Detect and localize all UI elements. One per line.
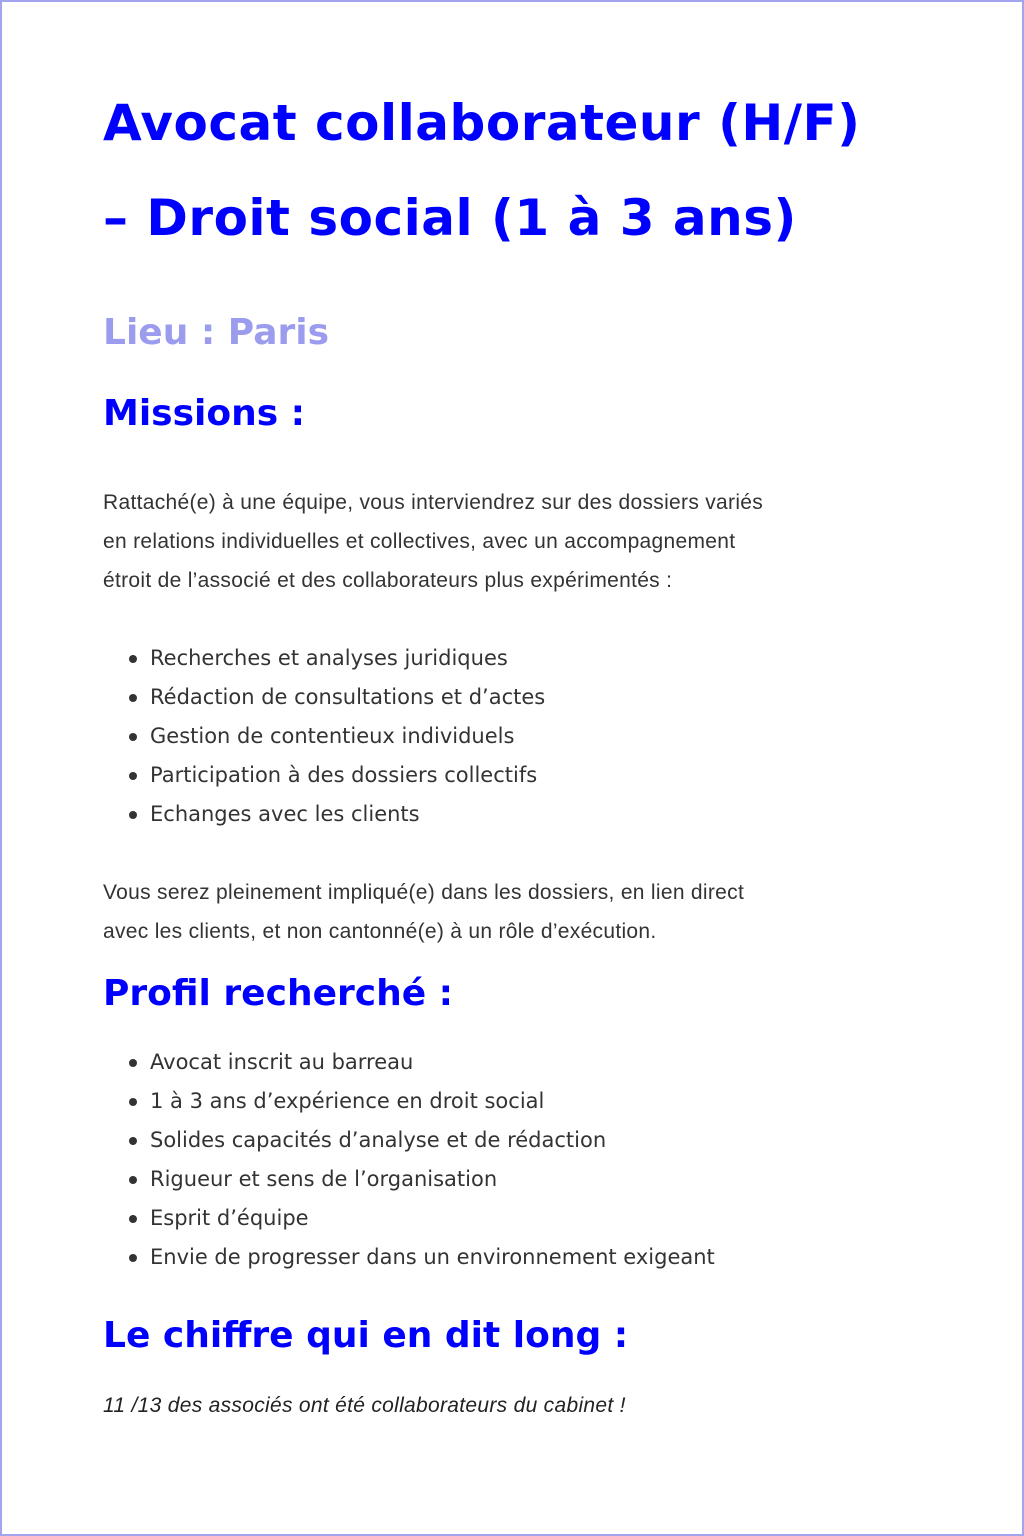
list-item <box>103 639 545 678</box>
profile-list <box>103 1043 715 1277</box>
profile-heading: Profil recherché : <box>103 973 454 1014</box>
list-item-label: Echanges avec les clients <box>150 802 420 826</box>
list-item-label: Recherches et analyses juridiques <box>150 646 508 670</box>
list-item-label: Participation à des dossiers collectifs <box>150 763 538 787</box>
missions-intro-line: étroit de l’associé et des collaborateurs plus expérimentés : <box>103 569 673 592</box>
missions-outro-line: Vous serez pleinement impliqué(e) dans les dossiers, en lien direct <box>103 881 745 904</box>
bullet-icon <box>129 733 137 741</box>
list-item <box>103 1043 715 1082</box>
list-item <box>103 1160 715 1199</box>
bullet-icon <box>129 1215 137 1223</box>
missions-intro <box>103 483 943 600</box>
list-item <box>103 1199 715 1238</box>
bullet-icon <box>129 655 137 663</box>
list-item-label: Envie de progresser dans un environnement exigeant <box>150 1245 715 1269</box>
missions-outro <box>103 873 943 951</box>
bullet-icon <box>129 772 137 780</box>
bullet-icon <box>129 1137 137 1145</box>
key-figure-text: 11 /13 des associés ont été collaborateurs du cabinet ! <box>103 1394 626 1417</box>
list-item <box>103 756 545 795</box>
job-title <box>103 76 861 266</box>
missions-outro-line: avec les clients, et non cantonné(e) à un rôle d’exécution. <box>103 920 657 943</box>
key-figure-heading: Le chiffre qui en dit long : <box>103 1315 629 1356</box>
job-title-line-2: – Droit social (1 à 3 ans) <box>103 189 797 247</box>
missions-intro-line: en relations individuelles et collectives, avec un accompagnement <box>103 530 736 553</box>
job-title-line-1: Avocat collaborateur (H/F) <box>103 94 861 152</box>
list-item-label: Esprit d’équipe <box>150 1206 309 1230</box>
list-item-label: Gestion de contentieux individuels <box>150 724 515 748</box>
missions-intro-line: Rattaché(e) à une équipe, vous interviendrez sur des dossiers variés <box>103 491 764 514</box>
bullet-icon <box>129 1059 137 1067</box>
bullet-icon <box>129 811 137 819</box>
list-item-label: Solides capacités d’analyse et de rédaction <box>150 1128 607 1152</box>
list-item-label: Avocat inscrit au barreau <box>150 1050 414 1074</box>
list-item-label: Rédaction de consultations et d’actes <box>150 685 546 709</box>
list-item-label: Rigueur et sens de l’organisation <box>150 1167 498 1191</box>
bullet-icon <box>129 1254 137 1262</box>
bullet-icon <box>129 1098 137 1106</box>
job-location: Lieu : Paris <box>103 312 330 353</box>
bullet-icon <box>129 1176 137 1184</box>
list-item <box>103 717 545 756</box>
list-item <box>103 678 545 717</box>
bullet-icon <box>129 694 137 702</box>
list-item <box>103 1082 715 1121</box>
list-item <box>103 1238 715 1277</box>
list-item <box>103 795 545 834</box>
list-item <box>103 1121 715 1160</box>
missions-list <box>103 639 545 834</box>
missions-heading: Missions : <box>103 393 306 434</box>
list-item-label: 1 à 3 ans d’expérience en droit social <box>150 1089 545 1113</box>
